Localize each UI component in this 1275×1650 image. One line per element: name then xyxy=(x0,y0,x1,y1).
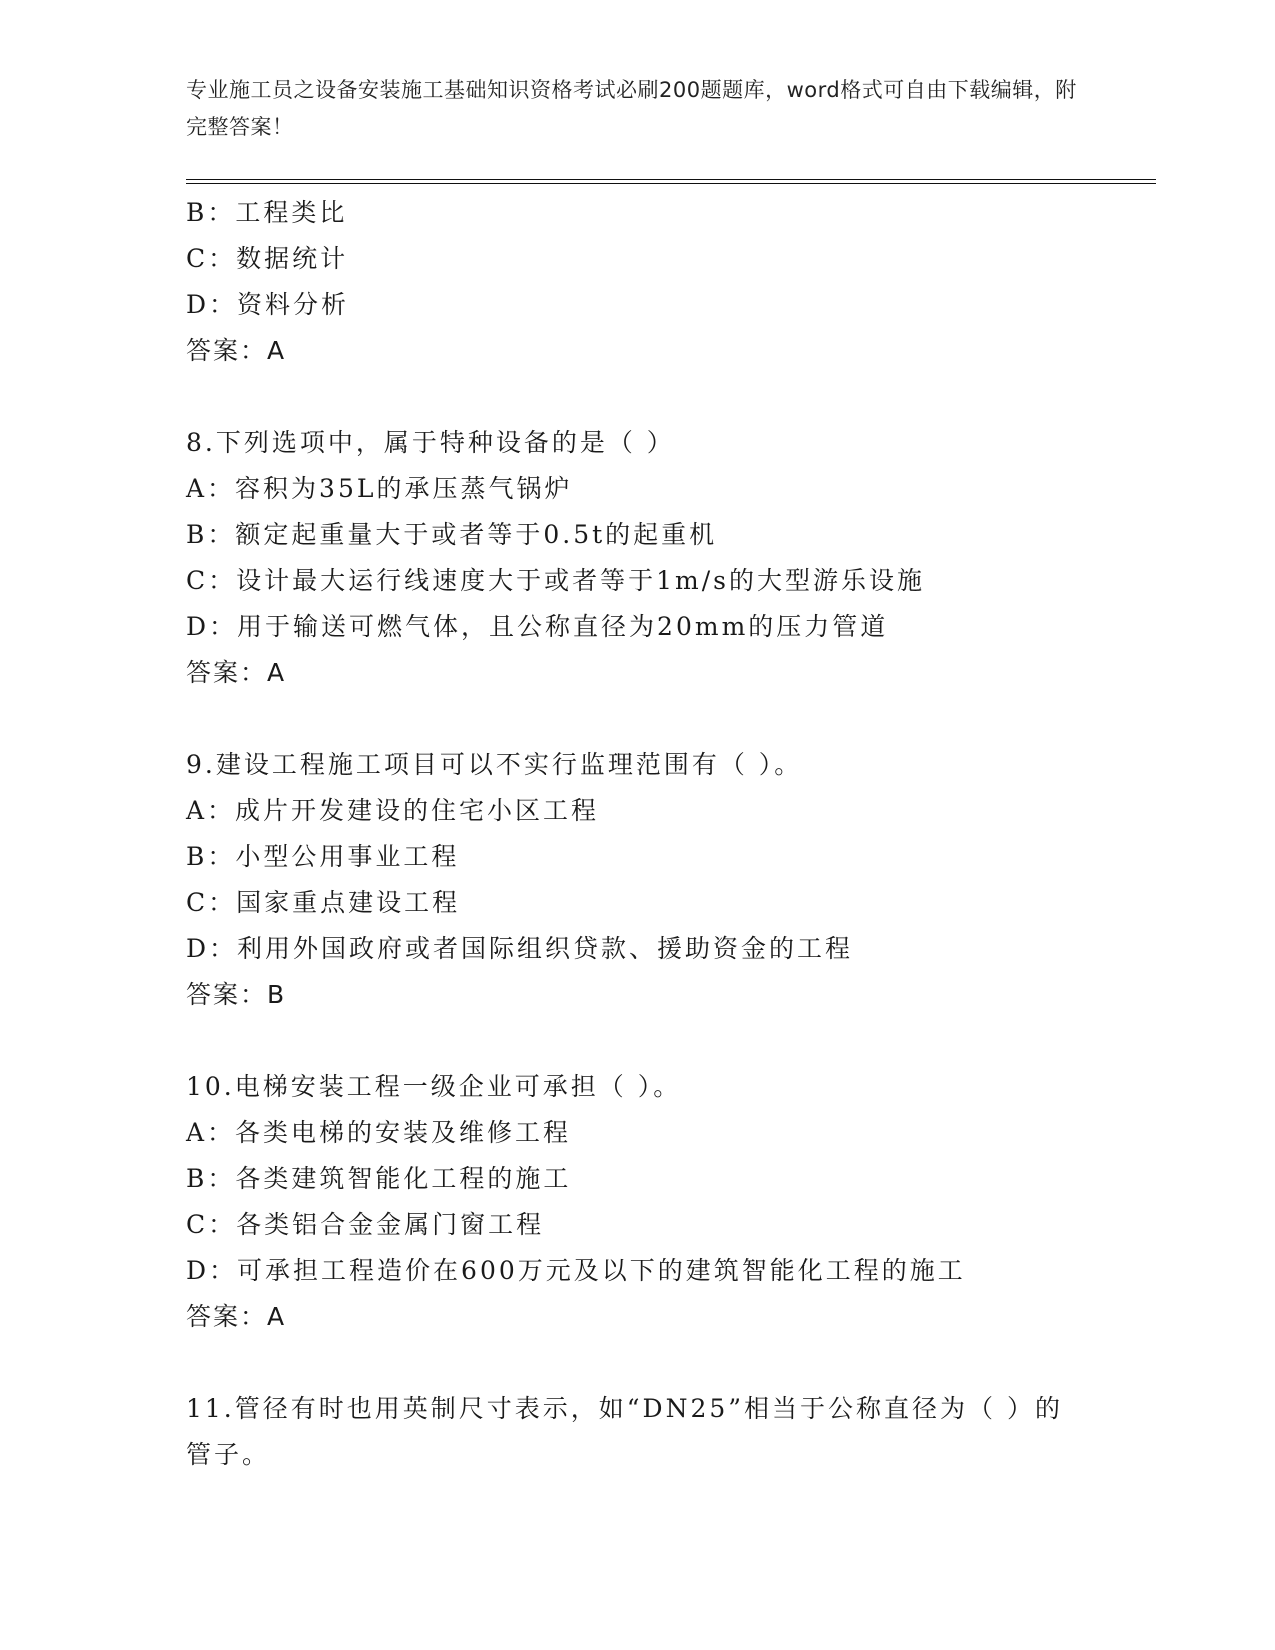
header-divider-bottom xyxy=(186,183,1156,184)
question-11 xyxy=(186,1386,1146,1478)
option-b: B：各类建筑智能化工程的施工 xyxy=(186,1164,572,1193)
question-stem: 8.下列选项中，属于特种设备的是（ ） xyxy=(186,428,675,457)
answer-line: 答案：A xyxy=(186,1302,287,1331)
option-c: C：各类铝合金金属门窗工程 xyxy=(186,1210,545,1239)
answer-line: 答案：A xyxy=(186,336,287,365)
option-d: D：可承担工程造价在600万元及以下的建筑智能化工程的施工 xyxy=(186,1256,966,1285)
question-7-continued xyxy=(186,190,1146,374)
option-a: A：成片开发建设的住宅小区工程 xyxy=(186,796,600,825)
spacer xyxy=(186,1340,1146,1386)
question-stem: 9.建设工程施工项目可以不实行监理范围有（ ）。 xyxy=(186,750,803,779)
spacer xyxy=(186,696,1146,742)
header-divider-top xyxy=(186,179,1156,180)
answer-line: 答案：A xyxy=(186,658,287,687)
option-a: A：各类电梯的安装及维修工程 xyxy=(186,1118,572,1147)
option-b: B：小型公用事业工程 xyxy=(186,842,460,871)
question-stem: 11.管径有时也用英制尺寸表示，如“DN25”相当于公称直径为（ ）的管子。 xyxy=(186,1394,1063,1469)
option-d: D：资料分析 xyxy=(186,290,350,319)
option-b: B：工程类比 xyxy=(186,198,348,227)
option-d: D：利用外国政府或者国际组织贷款、援助资金的工程 xyxy=(186,934,854,963)
question-list xyxy=(186,190,1146,1478)
option-c: C：国家重点建设工程 xyxy=(186,888,461,917)
question-stem: 10.电梯安装工程一级企业可承担（ ）。 xyxy=(186,1072,682,1101)
question-9 xyxy=(186,742,1146,1018)
option-a: A：容积为35L的承压蒸气锅炉 xyxy=(186,474,573,503)
document-header: 专业施工员之设备安装施工基础知识资格考试必刷200题题库，word格式可自由下载编辑，附完整答案！ xyxy=(186,78,1077,139)
option-d: D：用于输送可燃气体，且公称直径为20mm的压力管道 xyxy=(186,612,889,641)
answer-line: 答案：B xyxy=(186,980,287,1009)
question-8 xyxy=(186,420,1146,696)
spacer xyxy=(186,374,1146,420)
option-c: C：设计最大运行线速度大于或者等于1m/s的大型游乐设施 xyxy=(186,566,925,595)
option-c: C：数据统计 xyxy=(186,244,349,273)
question-10 xyxy=(186,1064,1146,1340)
option-b: B：额定起重量大于或者等于0.5t的起重机 xyxy=(186,520,718,549)
spacer xyxy=(186,1018,1146,1064)
